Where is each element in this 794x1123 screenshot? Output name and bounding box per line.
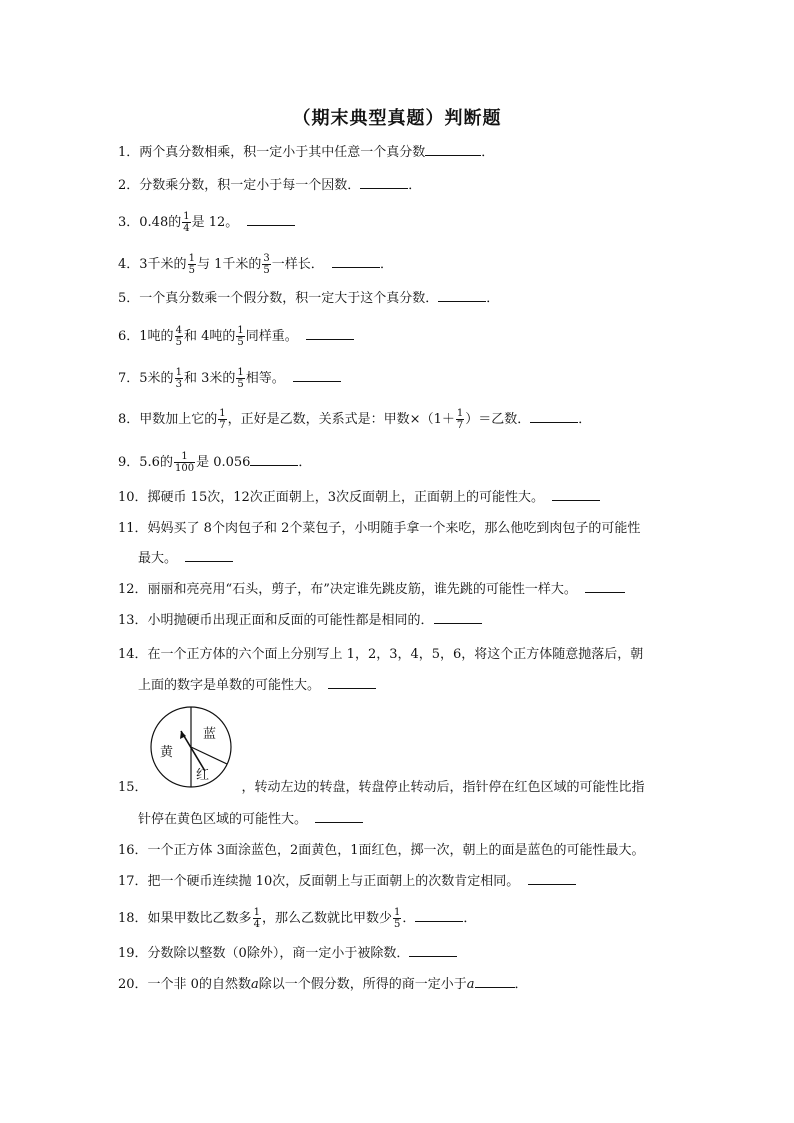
fraction: $\frac{1}{3}$ xyxy=(175,367,182,390)
answer-blank[interactable] xyxy=(332,255,380,268)
label-red: 红 xyxy=(196,768,210,783)
question-text: 是 0.056 xyxy=(196,455,251,470)
answer-blank[interactable] xyxy=(360,176,408,189)
question-19 xyxy=(118,944,678,964)
period: ． xyxy=(463,911,477,926)
question-number: 3． xyxy=(118,215,140,230)
answer-blank[interactable] xyxy=(528,872,576,885)
question-text: 0.48的 xyxy=(139,215,182,230)
answer-blank[interactable] xyxy=(475,975,515,988)
question-text: 妈妈买了 8个肉包子和 2个菜包子，小明随手拿一个来吃，那么他吃到肉包子的可能性 xyxy=(147,521,641,536)
period: ． xyxy=(578,412,592,427)
question-number: 17． xyxy=(118,874,148,889)
question-18 xyxy=(118,907,678,930)
question-5 xyxy=(118,289,678,309)
question-2 xyxy=(118,176,678,196)
answer-blank[interactable] xyxy=(425,143,481,156)
question-text: 上面的数字是单数的可能性大。 xyxy=(138,678,321,693)
fraction: $\frac{1}{100}$ xyxy=(174,451,195,474)
question-text: 把一个硬币连续抛 10次，反面朝上与正面朝上的次数肯定相同。 xyxy=(147,874,520,889)
period: ． xyxy=(481,145,495,160)
question-text: 5.6的 xyxy=(139,455,173,470)
fraction: $\frac{1}{5}$ xyxy=(188,253,195,276)
answer-blank[interactable] xyxy=(315,810,363,823)
answer-blank[interactable] xyxy=(306,327,354,340)
question-number: 2． xyxy=(118,178,140,193)
question-text: 同样重。 xyxy=(245,329,298,344)
question-9 xyxy=(118,451,678,474)
page-title: （期末典型真题）判断题 xyxy=(292,108,502,129)
question-text: 3千米的 xyxy=(139,257,187,272)
fraction: $\frac{1}{4}$ xyxy=(183,211,190,234)
question-text: ，转动左边的转盘，转盘停止转动后，指针停在红色区域的可能性比指 xyxy=(241,780,645,795)
question-6 xyxy=(118,325,678,348)
question-text: 小明抛硬币出现正面和反面的可能性都是相同的． xyxy=(147,613,434,628)
question-text: ． xyxy=(402,911,416,926)
question-text: 和 3米的 xyxy=(183,371,236,386)
question-number: 8． xyxy=(118,412,140,427)
question-text: 相等。 xyxy=(245,371,285,386)
variable-a: a xyxy=(466,977,475,992)
variable-a: a xyxy=(250,977,259,992)
answer-blank[interactable] xyxy=(293,369,341,382)
answer-blank[interactable] xyxy=(530,410,578,423)
answer-blank[interactable] xyxy=(438,289,486,302)
fraction: $\frac{1}{7}$ xyxy=(456,408,464,431)
answer-blank[interactable] xyxy=(328,676,376,689)
question-number: 5． xyxy=(118,291,140,306)
fraction: $\frac{1}{5}$ xyxy=(237,367,244,390)
answer-blank[interactable] xyxy=(585,580,625,593)
fraction: $\frac{4}{5}$ xyxy=(175,325,182,348)
question-number: 10． xyxy=(118,490,148,505)
answer-blank[interactable] xyxy=(434,611,482,624)
question-number: 14． xyxy=(118,647,148,662)
answer-blank[interactable] xyxy=(250,453,298,466)
question-text: 针停在黄色区域的可能性大。 xyxy=(138,812,308,827)
question-15 xyxy=(118,778,678,798)
question-7 xyxy=(118,367,678,390)
question-text: 分数乘分数，积一定小于每一个因数． xyxy=(139,178,361,193)
question-text: 一样长． xyxy=(271,257,324,272)
question-text: ，那么乙数就比甲数少 xyxy=(261,911,392,926)
label-blue: 蓝 xyxy=(203,727,217,742)
question-number: 15． xyxy=(118,780,148,795)
question-text: 掷硬币 15次，12次正面朝上，3次反面朝上，正面朝上的可能性大。 xyxy=(147,490,545,505)
answer-blank[interactable] xyxy=(552,488,600,501)
question-text: 与 1千米的 xyxy=(196,257,262,272)
question-number: 1． xyxy=(118,145,140,160)
question-text: 在一个正方体的六个面上分别写上 1，2，3，4，5，6，将这个正方体随意抛落后，朝 xyxy=(147,647,644,662)
fraction: $\frac{1}{7}$ xyxy=(219,408,226,431)
question-text: 一个正方体 3面涂蓝色，2面黄色，1面红色，掷一次，朝上的面是蓝色的可能性最大。 xyxy=(147,843,645,858)
question-10 xyxy=(118,488,678,508)
question-8 xyxy=(118,408,678,431)
question-11-cont xyxy=(138,549,698,569)
question-17 xyxy=(118,872,678,892)
question-number: 12． xyxy=(118,582,148,597)
question-15-cont xyxy=(138,810,698,830)
question-11 xyxy=(118,519,678,539)
label-yellow: 黄 xyxy=(160,745,174,760)
question-text: ）＝乙数． xyxy=(465,412,531,427)
question-text: 分数除以整数（0除外），商一定小于被除数． xyxy=(147,946,410,961)
question-number: 6． xyxy=(118,329,140,344)
question-text: 一个非 0的自然数 xyxy=(147,977,251,992)
fraction: $\frac{3}{5}$ xyxy=(263,253,270,276)
period: ． xyxy=(486,291,500,306)
question-text: 除以一个假分数，所得的商一定小于 xyxy=(258,977,467,992)
period: ． xyxy=(408,178,422,193)
spinner-image xyxy=(146,706,240,788)
question-number: 19． xyxy=(118,946,148,961)
period: ． xyxy=(298,455,312,470)
question-text: 1吨的 xyxy=(139,329,174,344)
question-text: 如果甲数比乙数多 xyxy=(147,911,252,926)
question-20 xyxy=(118,975,678,995)
answer-blank[interactable] xyxy=(247,213,295,226)
question-text: 一个真分数乘一个假分数，积一定大于这个真分数． xyxy=(139,291,439,306)
question-text: 甲数加上它的 xyxy=(139,412,218,427)
question-1 xyxy=(118,143,678,163)
question-number: 7． xyxy=(118,371,140,386)
question-number: 13． xyxy=(118,613,148,628)
question-number: 9． xyxy=(118,455,140,470)
fraction: $\frac{1}{4}$ xyxy=(253,907,260,930)
period: ． xyxy=(514,977,528,992)
question-text: 5米的 xyxy=(139,371,174,386)
question-16 xyxy=(118,841,678,861)
question-text: ，正好是乙数，关系式是：甲数×（1＋ xyxy=(227,412,455,427)
question-text: 是 12。 xyxy=(191,215,239,230)
fraction: $\frac{1}{5}$ xyxy=(393,907,401,930)
question-text: 丽丽和亮亮用“石头，剪子，布”决定谁先跳皮筋，谁先跳的可能性一样大。 xyxy=(147,582,577,597)
question-number: 20． xyxy=(118,977,148,992)
question-14 xyxy=(118,645,678,665)
question-4 xyxy=(118,253,678,276)
question-14-cont xyxy=(138,676,698,696)
answer-blank[interactable] xyxy=(415,909,463,922)
question-number: 16． xyxy=(118,843,148,858)
question-text: 两个真分数相乘，积一定小于其中任意一个真分数 xyxy=(139,145,426,160)
question-number: 4． xyxy=(118,257,140,272)
answer-blank[interactable] xyxy=(185,549,233,562)
question-13 xyxy=(118,611,678,631)
fraction: $\frac{1}{5}$ xyxy=(237,325,244,348)
answer-blank[interactable] xyxy=(409,944,457,957)
question-number: 18． xyxy=(118,911,148,926)
question-text: 最大。 xyxy=(138,551,178,566)
period: ． xyxy=(380,257,394,272)
question-12 xyxy=(118,580,678,600)
question-text: 和 4吨的 xyxy=(183,329,236,344)
question-number: 11． xyxy=(118,521,148,536)
question-3 xyxy=(118,211,678,234)
